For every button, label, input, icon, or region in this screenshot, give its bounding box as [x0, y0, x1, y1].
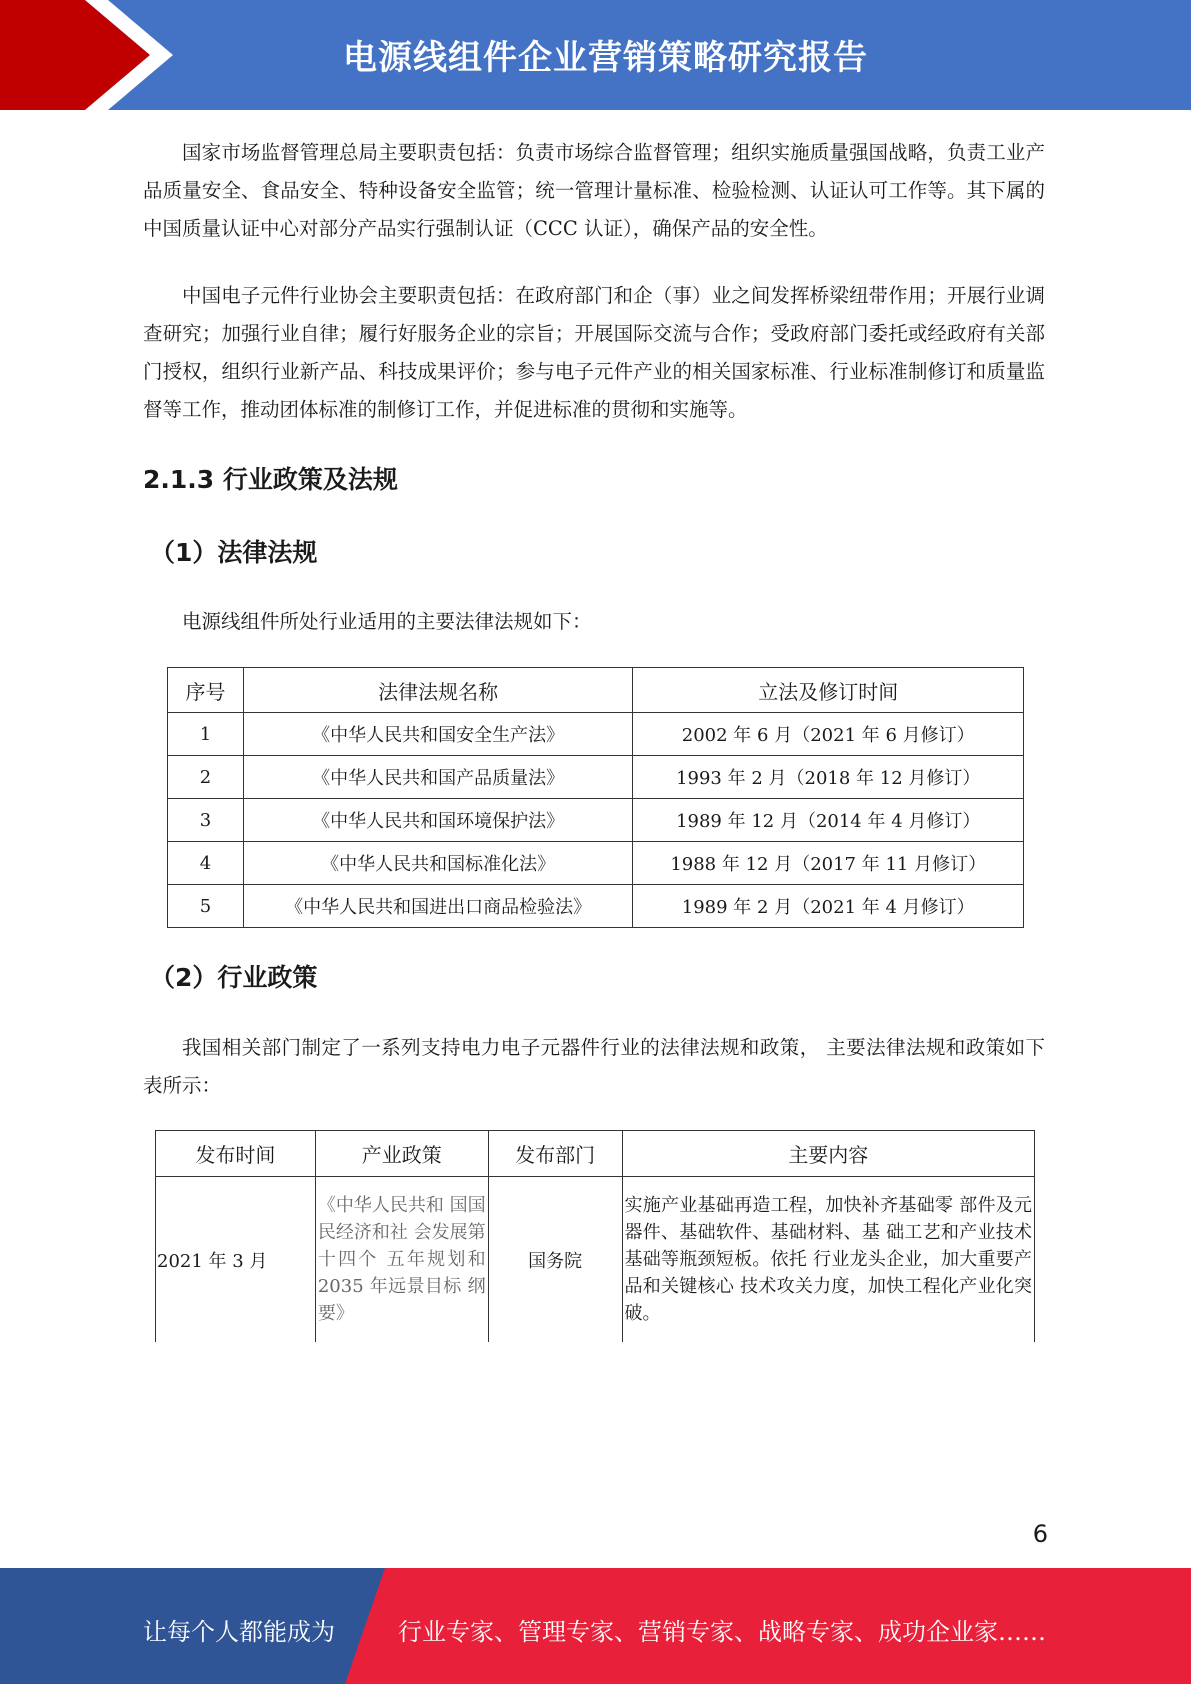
subheading-policies: （2）行业政策	[150, 963, 318, 992]
cell-policy: 《中华人民共和 国国民经济和社 会发展第十四个 五年规划和 2035 年远景目标 纲要》	[315, 1177, 488, 1343]
col-header-policy: 产业政策	[315, 1131, 488, 1177]
section-heading: 2.1.3 行业政策及法规	[143, 465, 398, 494]
col-header-department: 发布部门	[488, 1131, 622, 1177]
paragraph-samr: 国家市场监督管理总局主要职责包括：负责市场综合监督管理；组织实施质量强国战略，负责工业产品质量安全、食品安全、特种设备安全监管；统一管理计量标准、检验检测、认证认可工作等。其下属的中国质量认证中心对部分产品实行强制认证（CCC 认证），确保产品的安全性。	[143, 141, 1045, 240]
table-row	[168, 799, 1024, 842]
cell-index: 3	[168, 799, 244, 842]
cell-dates: 1989 年 2 月（2021 年 4 月修订）	[633, 885, 1024, 928]
subheading-laws: （1）法律法规	[150, 538, 318, 567]
col-header-date: 发布时间	[156, 1131, 316, 1177]
page-footer	[0, 1568, 1191, 1684]
col-header-content: 主要内容	[622, 1131, 1034, 1177]
cell-dates: 1988 年 12 月（2017 年 11 月修订）	[633, 842, 1024, 885]
col-header-index: 序号	[168, 668, 244, 713]
cell-law-name: 《中华人民共和国标准化法》	[243, 842, 633, 885]
paragraph-ceca: 中国电子元件行业协会主要职责包括：在政府部门和企（事）业之间发挥桥梁纽带作用；开展行业调查研究；加强行业自律；履行好服务企业的宗旨；开展国际交流与合作；受政府部门委托或经政府有关部门授权，组织行业新产品、科技成果评价；参与电子元件产业的相关国家标准、行业标准制修订和质量监督等工作，推动团体标准的制修订工作，并促进标准的贯彻和实施等。	[143, 284, 1045, 421]
laws-table	[167, 667, 1024, 928]
table-row	[156, 1177, 1035, 1343]
cell-index: 2	[168, 756, 244, 799]
laws-intro: 电源线组件所处行业适用的主要法律法规如下：	[182, 610, 592, 633]
footer-slogan-left: 让每个人都能成为	[143, 1618, 335, 1646]
table-row	[168, 842, 1024, 885]
cell-index: 1	[168, 713, 244, 756]
cell-dates: 1993 年 2 月（2018 年 12 月修订）	[633, 756, 1024, 799]
cell-content: 实施产业基础再造工程，加快补齐基础零 部件及元器件、基础软件、基础材料、基 础工艺和产业技术基础等瓶颈短板。依托 行业龙头企业，加大重要产品和关键核心 技术攻关力度，加快工程化产业化突破。	[622, 1177, 1034, 1343]
report-title: 电源线组件企业营销策略研究报告	[343, 38, 868, 78]
policy-table	[155, 1130, 1035, 1342]
cell-dates: 1989 年 12 月（2014 年 4 月修订）	[633, 799, 1024, 842]
col-header-law-name: 法律法规名称	[243, 668, 633, 713]
table-header-row	[168, 668, 1024, 713]
cell-law-name: 《中华人民共和国安全生产法》	[243, 713, 633, 756]
table-row	[168, 885, 1024, 928]
page-header	[0, 0, 1191, 110]
col-header-dates: 立法及修订时间	[633, 668, 1024, 713]
footer-slogan-right: 行业专家、管理专家、营销专家、战略专家、成功企业家……	[398, 1618, 1046, 1646]
table-header-row	[156, 1131, 1035, 1177]
cell-date: 2021 年 3 月	[156, 1177, 316, 1343]
cell-dates: 2002 年 6 月（2021 年 6 月修订）	[633, 713, 1024, 756]
policies-intro: 我国相关部门制定了一系列支持电力电子元器件行业的法律法规和政策， 主要法律法规和政策如下表所示：	[143, 1036, 1045, 1097]
cell-index: 4	[168, 842, 244, 885]
table-row	[168, 713, 1024, 756]
cell-law-name: 《中华人民共和国环境保护法》	[243, 799, 633, 842]
cell-department: 国务院	[488, 1177, 622, 1343]
cell-law-name: 《中华人民共和国产品质量法》	[243, 756, 633, 799]
cell-index: 5	[168, 885, 244, 928]
table-row	[168, 756, 1024, 799]
page-number: 6	[1032, 1520, 1048, 1548]
cell-law-name: 《中华人民共和国进出口商品检验法》	[243, 885, 633, 928]
